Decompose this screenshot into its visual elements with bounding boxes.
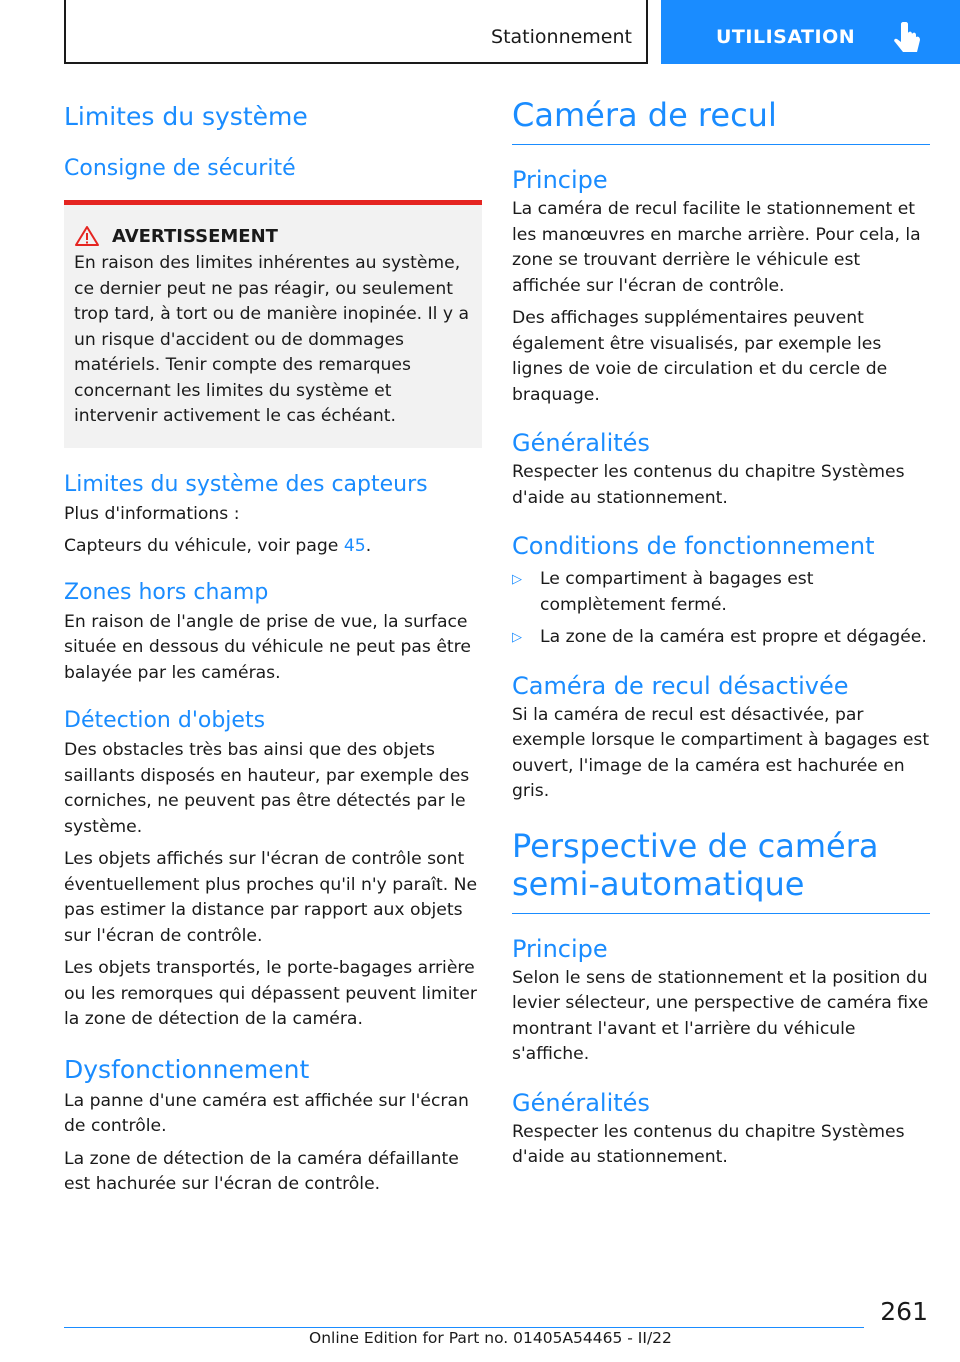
- rear-principle-p2: Des affichages supplémentaires peuvent également être visualisés, par exemple les lignes de voie de circulation et du cercle de braquage.: [512, 308, 888, 405]
- page-number: 261: [880, 1297, 928, 1326]
- footer-edition: Online Edition for Part no. 01405A54465 - II/22: [309, 1329, 672, 1347]
- blind-zones-p1: En raison de l'angle de prise de vue, la surface située en dessous du véhicule ne peut pas être balayée par les caméras.: [64, 611, 471, 683]
- heading-rear-principle: Principe: [512, 166, 608, 194]
- heading-conditions: Conditions de fonctionnement: [512, 532, 875, 560]
- detection-p3: Les objets transportés, le porte-bagages arrière ou les remorques qui dépassent peuvent limiter la zone de détection de la caméra.: [64, 958, 477, 1029]
- page-title-perspective: Perspective de caméra semi-automatique: [512, 826, 879, 903]
- detection-p2: Les objets affichés sur l'écran de contrôle sont éventuellement plus proches qu'il n'y paraît. Ne pas estimer la distance par rapport aux objets sur l'écran de contrôle.: [64, 849, 478, 946]
- warning-title: [74, 225, 472, 247]
- heading-persp-general: Généralités: [512, 1088, 650, 1117]
- page-title-rear-camera: Caméra de recul: [512, 96, 777, 134]
- warning-box: [64, 200, 482, 448]
- sensor-limits-p2: [64, 534, 482, 560]
- rear-general-p: Respecter les contenus du chapitre Systèmes d'aide au stationnement.: [512, 462, 905, 508]
- triangle-bullet-icon: ▷: [512, 630, 522, 645]
- sensor-limits-p2-text: Capteurs du véhicule, voir page: [64, 536, 344, 556]
- left-column: [64, 96, 482, 1198]
- condition-text: Le compartiment à bagages est complètement fermé.: [540, 569, 814, 615]
- rear-camera-title-block: [512, 96, 930, 145]
- persp-principle-p: Selon le sens de stationnement et la position du levier sélecteur, une perspective de caméra fixe montrant l'avant et l'arrière du véhicule s'affiche.: [512, 967, 929, 1064]
- heading-rear-general: Généralités: [512, 429, 650, 457]
- warning-label: AVERTISSEMENT: [112, 225, 278, 247]
- sensor-limits-p2-end: .: [365, 536, 372, 556]
- malfunction-p2: La zone de détection de la caméra défaillante est hachurée sur l'écran de contrôle.: [64, 1148, 459, 1194]
- detection-p1: Des obstacles très bas ainsi que des objets saillants disposés en hauteur, par exemple des corniches, ne peuvent pas être détectés par le système.: [64, 740, 470, 837]
- sensor-limits-p1: Plus d'informations :: [64, 503, 240, 524]
- list-item: [512, 567, 930, 618]
- triangle-bullet-icon: ▷: [512, 572, 522, 587]
- heading-blind-zones: Zones hors champ: [64, 579, 269, 605]
- header-chapter-title: UTILISATION: [716, 26, 856, 48]
- heading-rear-off: Caméra de recul désactivée: [512, 671, 849, 700]
- section-title-system-limits: Limites du système: [64, 102, 308, 131]
- heading-sensor-limits: Limites du système des capteurs: [64, 471, 428, 497]
- warning-text: En raison des limites inhérentes au système, ce dernier peut ne pas réagir, ou seulement trop tard, à tort ou de manière inopinée. Il y a un risque d'accident ou de dommages matériels. Tenir compte des remarques concernant les limites du système et intervenir activement le cas échéant.: [74, 253, 470, 426]
- persp-general-p: Respecter les contenus du chapitre Systèmes d'aide au stationnement.: [512, 1121, 905, 1167]
- rear-off-p: Si la caméra de recul est désactivée, par exemple lorsque le compartiment à bagages est ouvert, l'image de la caméra est hachurée en gris.: [512, 704, 930, 801]
- header-section-title: Stationnement: [491, 26, 632, 48]
- hand-pointer-icon: [893, 22, 923, 58]
- warning-triangle-icon: [74, 225, 100, 247]
- condition-text: La zone de la caméra est propre et dégagée.: [540, 627, 927, 647]
- heading-object-detection: Détection d'objets: [64, 708, 266, 733]
- perspective-title-block: [512, 827, 930, 914]
- section-title-malfunction: Dysfonctionnement: [64, 1054, 310, 1084]
- heading-safety: Consigne de sécurité: [64, 156, 296, 181]
- page-link-45[interactable]: 45: [343, 536, 366, 556]
- malfunction-p1: La panne d'une caméra est affichée sur l'écran de contrôle.: [64, 1090, 469, 1136]
- right-column: [512, 96, 930, 1171]
- list-item: [512, 625, 930, 651]
- conditions-list: [512, 567, 930, 651]
- header-section-box: [64, 0, 648, 64]
- footer-rule: [64, 1327, 864, 1328]
- rear-principle-p1: La caméra de recul facilite le stationnement et les manœuvres en marche arrière. Pour cela, la zone se trouvant derrière le véhicule est affichée sur l'écran de contrôle.: [512, 199, 921, 296]
- header-chapter-tab: [661, 0, 960, 64]
- heading-persp-principle: Principe: [512, 934, 608, 963]
